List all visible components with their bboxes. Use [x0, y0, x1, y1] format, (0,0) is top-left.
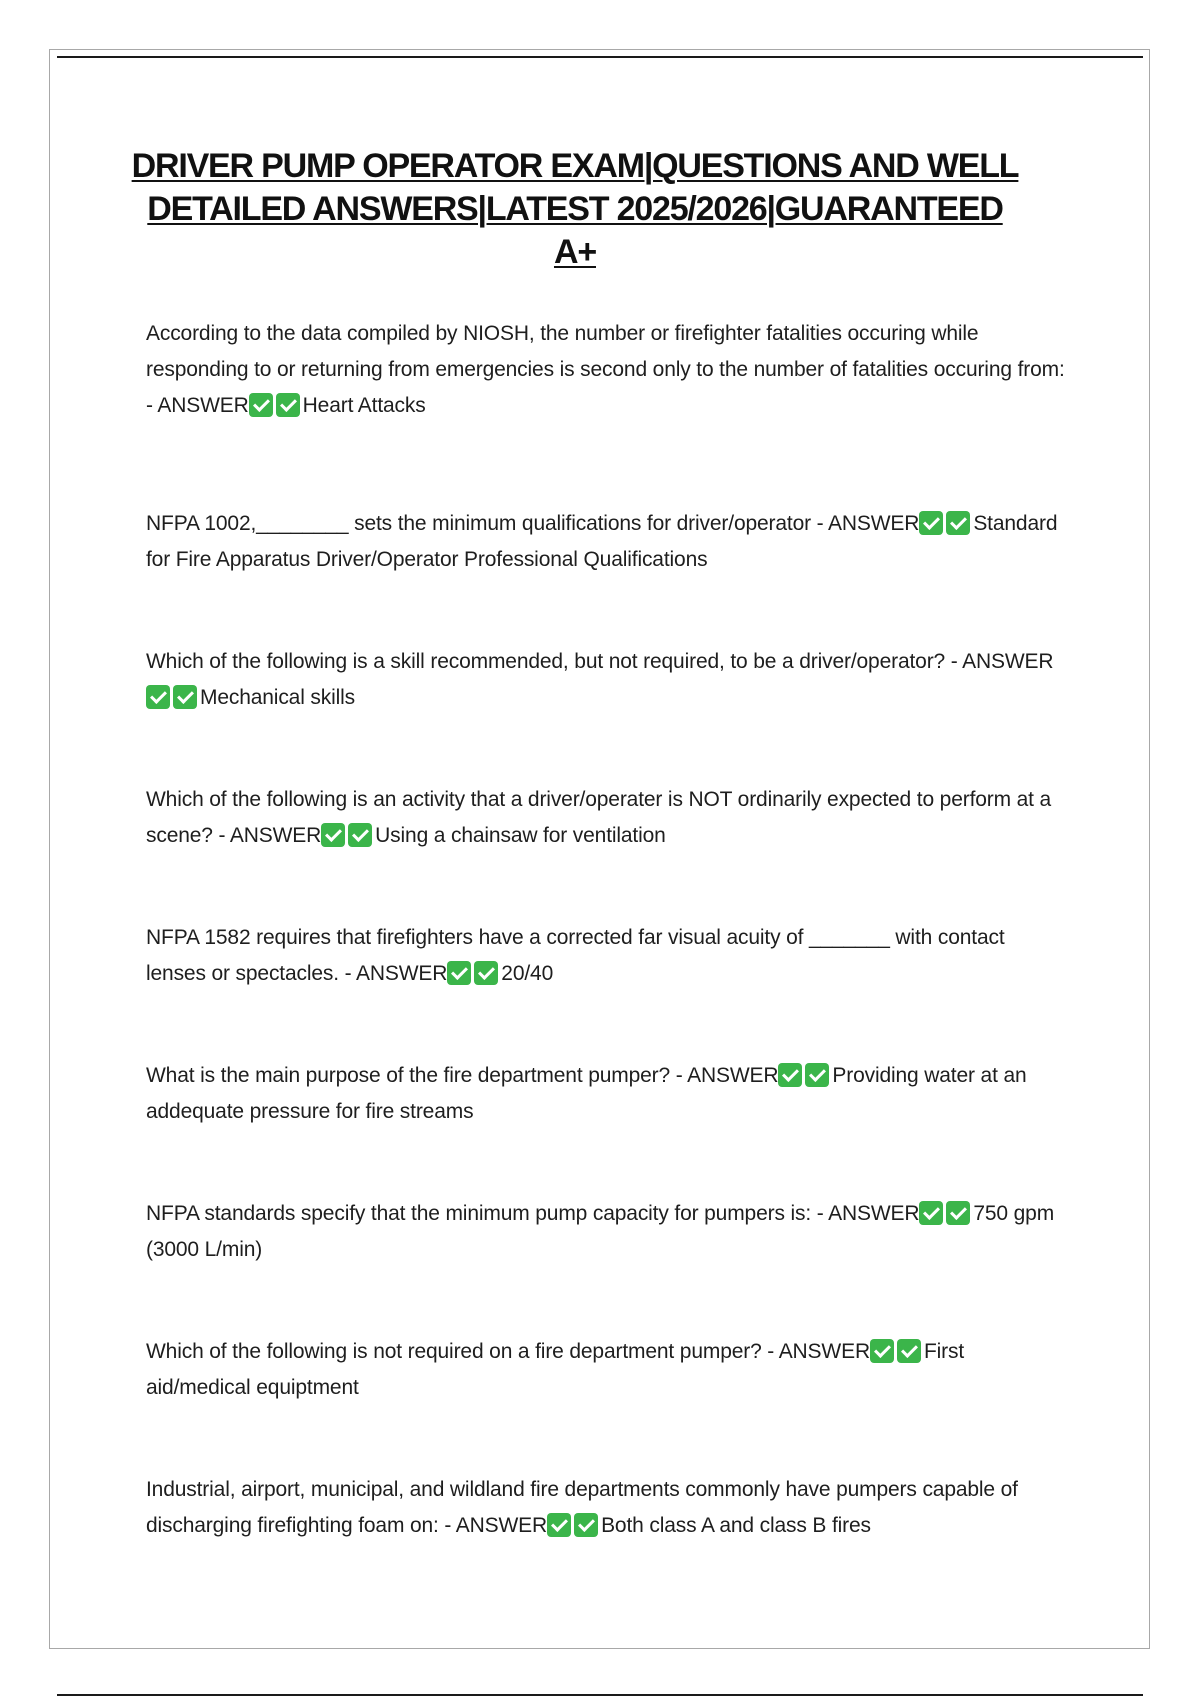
check-mark-icon: [547, 1513, 571, 1537]
answer-label: ANSWER: [962, 650, 1054, 673]
answer-text: 750 gpm (3000 L/min): [146, 1202, 1055, 1261]
check-mark-icon: [474, 961, 498, 985]
answer-text: Using a chainsaw for ventilation: [375, 824, 666, 847]
question-text: NFPA 1582 requires that firefighters have a corrected far visual acuity of _______ with contact lenses or spectacles. -: [146, 926, 1005, 985]
question-text: What is the main purpose of the fire department pumper? -: [146, 1064, 683, 1087]
check-mark-icon: [348, 823, 372, 847]
answer-label: ANSWER: [455, 1514, 548, 1537]
check-mark-icon: [574, 1513, 598, 1537]
qa-item: [146, 1196, 1066, 1268]
question-text: NFPA 1002,________ sets the minimum qualifications for driver/operator -: [146, 512, 824, 535]
qa-item: [146, 316, 1066, 424]
answer-label: ANSWER: [778, 1340, 870, 1363]
header-rule: [57, 56, 1143, 58]
qa-item: [146, 1058, 1066, 1130]
question-text: NFPA standards specify that the minimum pump capacity for pumpers is: -: [146, 1202, 824, 1225]
qa-item: [146, 920, 1066, 992]
answer-text: Providing water at an addequate pressure for fire streams: [146, 1064, 1027, 1123]
check-mark-icon: [946, 511, 970, 535]
answer-label: ANSWER: [157, 394, 249, 417]
check-mark-icon: [321, 823, 345, 847]
question-text: Which of the following is a skill recommended, but not required, to be a driver/operator? -: [146, 650, 958, 673]
check-mark-icon: [173, 685, 197, 709]
footer-rule: [57, 1694, 1143, 1696]
check-mark-icon: [249, 393, 273, 417]
check-mark-icon: [946, 1201, 970, 1225]
check-mark-icon: [897, 1339, 921, 1363]
check-mark-icon: [919, 1201, 943, 1225]
answer-label: ANSWER: [828, 512, 920, 535]
question-text: Industrial, airport, municipal, and wildland fire departments commonly have pumpers capable of discharging firefighting foam on: -: [146, 1478, 1018, 1537]
answer-label: ANSWER: [687, 1064, 779, 1087]
check-mark-icon: [778, 1063, 802, 1087]
qa-item: [146, 782, 1066, 854]
question-text: Which of the following is an activity that a driver/operater is NOT ordinarily expected to perform at a scene? -: [146, 788, 1052, 847]
answer-text: Mechanical skills: [200, 686, 356, 709]
answer-label: ANSWER: [828, 1202, 920, 1225]
qa-item: [146, 1334, 1066, 1406]
check-mark-icon: [146, 685, 170, 709]
check-mark-icon: [447, 961, 471, 985]
check-mark-icon: [276, 393, 300, 417]
check-mark-icon: [805, 1063, 829, 1087]
check-mark-icon: [870, 1339, 894, 1363]
qa-item: [146, 1472, 1066, 1544]
check-mark-icon: [919, 511, 943, 535]
answer-text: First aid/medical equiptment: [146, 1340, 965, 1399]
question-text: Which of the following is not required on a fire department pumper? -: [146, 1340, 775, 1363]
document-title: DRIVER PUMP OPERATOR EXAM|QUESTIONS AND WELL DETAILED ANSWERS|LATEST 2025/2026|GUARANTEED A+: [131, 147, 1019, 271]
answer-text: Standard for Fire Apparatus Driver/Operator Professional Qualifications: [146, 512, 1058, 571]
answer-text: 20/40: [501, 962, 554, 985]
answer-text: Heart Attacks: [302, 394, 426, 417]
answer-label: ANSWER: [229, 824, 322, 847]
question-text: According to the data compiled by NIOSH, the number or firefighter fatalities occuring while responding to or returning from emergencies is second only to the number of fatalities occuring from: -: [146, 322, 1065, 417]
qa-item: [146, 644, 1066, 716]
answer-label: ANSWER: [356, 962, 448, 985]
answer-text: Both class A and class B fires: [601, 1514, 871, 1537]
qa-item: [146, 506, 1066, 578]
qa-list: [146, 316, 1066, 1610]
